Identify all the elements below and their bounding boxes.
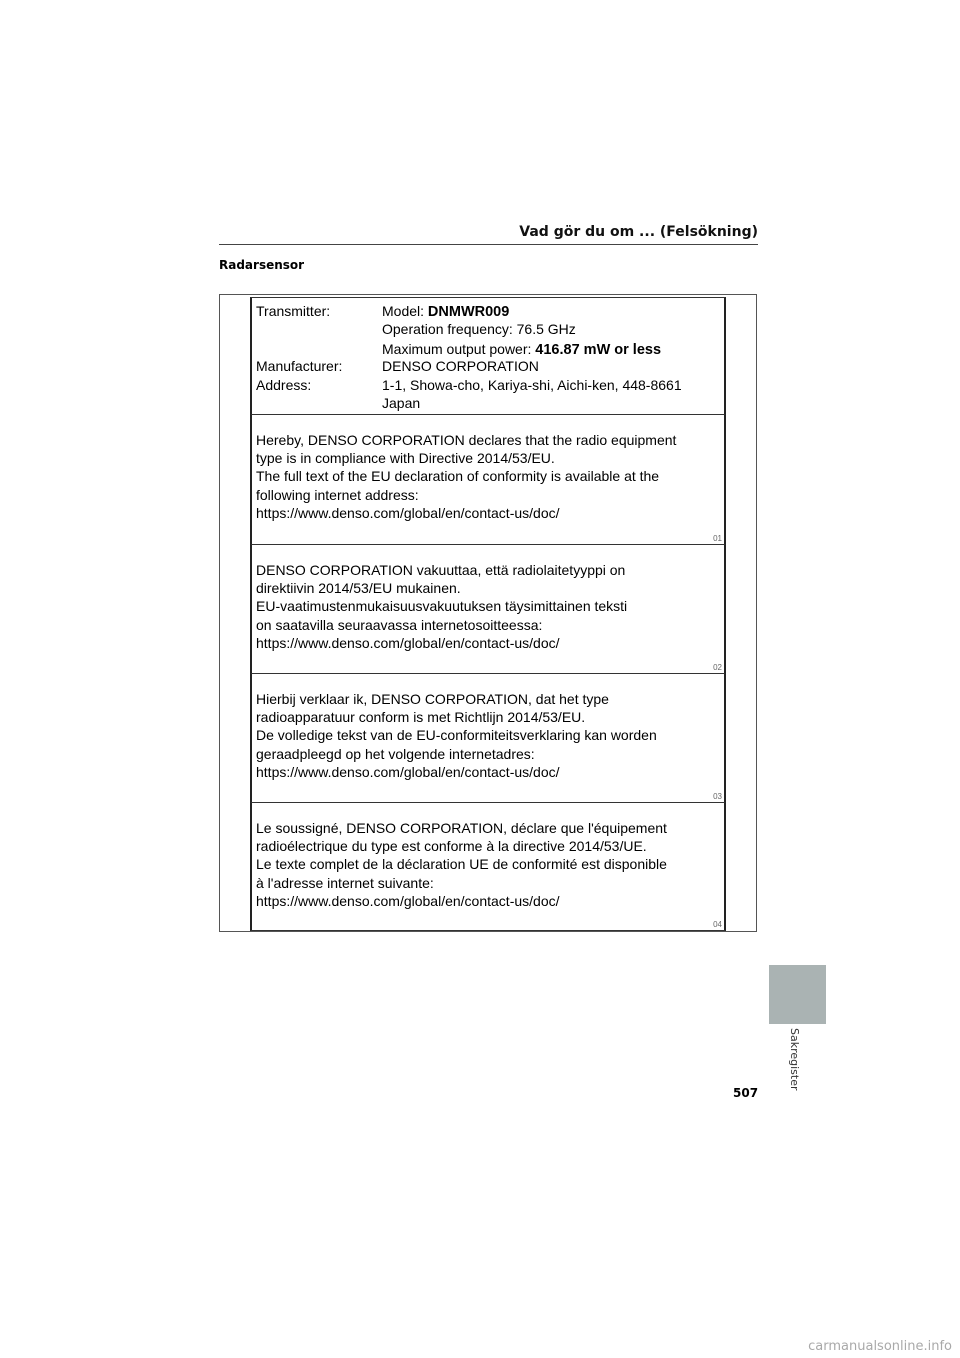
page-number: 507 bbox=[733, 1086, 759, 1100]
index-tab[interactable] bbox=[769, 965, 826, 1024]
declaration-link[interactable]: https://www.denso.com/global/en/contact-us/doc/ bbox=[256, 892, 560, 909]
declaration-line: type is in compliance with Directive 2014/53/EU. bbox=[256, 450, 555, 467]
declaration-line: à l'adresse internet suivante: bbox=[256, 874, 434, 891]
declaration-link[interactable]: https://www.denso.com/global/en/contact-us/doc/ bbox=[256, 763, 560, 780]
declaration-box-03 bbox=[250, 674, 726, 803]
declaration-line: DENSO CORPORATION vakuuttaa, että radiolaitetyyppi on bbox=[256, 562, 626, 578]
watermark: carmanualsonline.info bbox=[808, 1339, 952, 1354]
declaration-line: De volledige tekst van de EU-conformiteitsverklaring kan worden bbox=[256, 727, 657, 744]
declaration-code: 02 bbox=[713, 663, 722, 672]
model-label: Model: bbox=[382, 303, 425, 319]
declaration-line: radioapparatuur conform is met Richtlijn 2014/53/EU. bbox=[256, 709, 586, 726]
manufacturer-value: DENSO CORPORATION bbox=[382, 358, 539, 374]
declaration-box-02 bbox=[250, 545, 726, 674]
frequency-text: Operation frequency: 76.5 GHz bbox=[382, 321, 576, 337]
declaration-code: 04 bbox=[713, 920, 722, 929]
declaration-code: 03 bbox=[713, 792, 722, 801]
page-header-title: Vad gör du om ... (Felsökning) bbox=[519, 224, 758, 240]
declaration-line: Hereby, DENSO CORPORATION declares that the radio equipment bbox=[256, 432, 677, 448]
header-divider bbox=[219, 244, 758, 245]
declaration-text bbox=[256, 431, 676, 522]
declaration-link[interactable]: https://www.denso.com/global/en/contact-us/doc/ bbox=[256, 634, 560, 651]
address-label: Address: bbox=[256, 377, 312, 393]
address-line-1: 1-1, Showa-cho, Kariya-shi, Aichi-ken, 448-8661 bbox=[382, 377, 682, 393]
declaration-line: on saatavilla seuraavassa internetosoitteessa: bbox=[256, 616, 543, 633]
model-value: DNMWR009 bbox=[427, 304, 510, 320]
declaration-line: geraadpleegd op het volgende internetadres: bbox=[256, 745, 535, 762]
model-row bbox=[382, 302, 509, 321]
declaration-box-04 bbox=[250, 803, 726, 931]
declaration-text bbox=[256, 690, 657, 781]
address-line-2: Japan bbox=[382, 395, 421, 411]
manufacturer-label: Manufacturer: bbox=[256, 358, 343, 374]
declaration-text bbox=[256, 819, 667, 910]
declaration-text bbox=[256, 561, 627, 652]
transmitter-label: Transmitter: bbox=[256, 303, 331, 319]
declaration-link[interactable]: https://www.denso.com/global/en/contact-us/doc/ bbox=[256, 504, 560, 521]
declaration-box-01 bbox=[250, 415, 726, 545]
declaration-line: Le texte complet de la déclaration UE de conformité est disponible bbox=[256, 856, 667, 873]
declaration-line: The full text of the EU declaration of conformity is available at the bbox=[256, 468, 660, 485]
section-heading: Radarsensor bbox=[219, 258, 305, 272]
declaration-line: EU-vaatimustenmukaisuusvakuutuksen täysimittainen teksti bbox=[256, 598, 628, 615]
declaration-line: direktiivin 2014/53/EU mukainen. bbox=[256, 580, 461, 597]
declaration-line: Le soussigné, DENSO CORPORATION, déclare que l'équipement bbox=[256, 820, 667, 836]
spec-box bbox=[250, 297, 726, 415]
index-tab-label: Sakregister bbox=[788, 1028, 801, 1091]
declaration-line: Hierbij verklaar ik, DENSO CORPORATION, dat het type bbox=[256, 691, 609, 707]
declaration-line: radioélectrique du type est conforme à la directive 2014/53/UE. bbox=[256, 838, 647, 855]
declaration-code: 01 bbox=[713, 534, 722, 543]
declaration-line: following internet address: bbox=[256, 486, 419, 503]
power-label: Maximum output power: bbox=[382, 341, 532, 357]
power-value: 416.87 mW or less bbox=[535, 342, 662, 358]
